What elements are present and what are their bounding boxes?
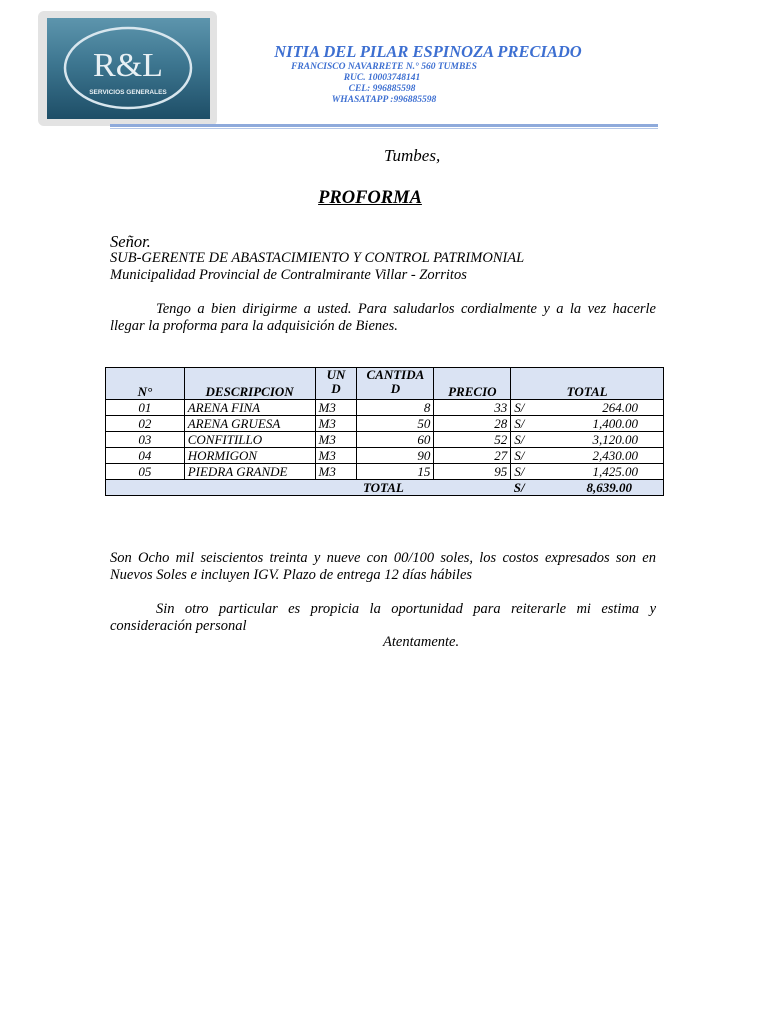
- table-total-row: [106, 480, 664, 496]
- total-label: TOTAL: [106, 480, 434, 496]
- closing-paragraph: Sin otro particular es propicia la oportunidad para reiterarle mi estima y consideración personal: [110, 601, 656, 634]
- row-price: 33: [434, 400, 511, 416]
- row-total: S/ 1,400.00: [511, 416, 664, 432]
- city-line: Tumbes,: [384, 146, 441, 165]
- row-quantity: 50: [357, 416, 434, 432]
- company-logo: [47, 18, 210, 119]
- row-description: PIEDRA GRANDE: [184, 464, 315, 480]
- company-cel: CEL: 996885598: [348, 84, 416, 94]
- row-unit: M3: [315, 416, 357, 432]
- row-price: 52: [434, 432, 511, 448]
- header-price: PRECIO: [434, 368, 511, 400]
- table-row: [106, 432, 664, 448]
- row-price: 27: [434, 448, 511, 464]
- row-total: S/ 264.00: [511, 400, 664, 416]
- row-unit: M3: [315, 448, 357, 464]
- row-no: 05: [106, 464, 185, 480]
- company-address: FRANCISCO NAVARRETE N.° 560 TUMBES: [291, 62, 477, 72]
- table-row: [106, 416, 664, 432]
- amount-in-words: Son Ocho mil seiscientos treinta y nueve con 00/100 soles, los costos expresados son en Nuevos Soles e incluyen IGV. Plazo de entrega 12 días hábiles: [110, 550, 656, 583]
- row-no: 03: [106, 432, 185, 448]
- row-quantity: 90: [357, 448, 434, 464]
- row-no: 02: [106, 416, 185, 432]
- intro-paragraph: Tengo a bien dirigirme a usted. Para saludarlos cordialmente y a la vez hacerle llegar la proforma para la adquisición de Bienes.: [110, 301, 656, 334]
- row-description: HORMIGON: [184, 448, 315, 464]
- recipient-organization: Municipalidad Provincial de Contralmirante Villar - Zorritos: [110, 267, 467, 283]
- header-divider: [110, 124, 658, 127]
- header-divider-thin: [110, 128, 658, 129]
- row-quantity: 15: [357, 464, 434, 480]
- document-title: PROFORMA: [318, 188, 422, 208]
- company-ruc: RUC. 10003748141: [343, 73, 421, 83]
- table-row: [106, 464, 664, 480]
- table-row: [106, 448, 664, 464]
- row-unit: M3: [315, 400, 357, 416]
- row-description: CONFITILLO: [184, 432, 315, 448]
- logo-letters: R&L: [93, 47, 163, 84]
- salutation: Señor.: [110, 232, 151, 251]
- table-row: [106, 400, 664, 416]
- table-header-row: [106, 368, 664, 400]
- logo-frame: [38, 11, 217, 126]
- signoff: Atentamente.: [383, 634, 460, 650]
- company-name: NITIA DEL PILAR ESPINOZA PRECIADO: [274, 42, 582, 61]
- row-total: S/ 1,425.00: [511, 464, 664, 480]
- header-unit: UN D: [315, 368, 357, 400]
- row-description: ARENA GRUESA: [184, 416, 315, 432]
- row-unit: M3: [315, 464, 357, 480]
- row-price: 95: [434, 464, 511, 480]
- row-description: ARENA FINA: [184, 400, 315, 416]
- header-total: TOTAL: [511, 368, 664, 400]
- row-total: S/ 2,430.00: [511, 448, 664, 464]
- row-unit: M3: [315, 432, 357, 448]
- header-quantity: CANTIDA D: [357, 368, 434, 400]
- items-table: [105, 367, 664, 496]
- recipient-role: SUB-GERENTE DE ABASTACIMIENTO Y CONTROL PATRIMONIAL: [110, 250, 525, 266]
- logo-subtitle: SERVICIOS GENERALES: [89, 89, 167, 96]
- company-whatsapp: WHASATAPP :996885598: [331, 95, 437, 105]
- row-no: 04: [106, 448, 185, 464]
- header-description: DESCRIPCION: [184, 368, 315, 400]
- row-quantity: 8: [357, 400, 434, 416]
- row-total: S/ 3,120.00: [511, 432, 664, 448]
- header-no: N°: [106, 368, 185, 400]
- row-quantity: 60: [357, 432, 434, 448]
- row-no: 01: [106, 400, 185, 416]
- row-price: 28: [434, 416, 511, 432]
- total-value: S/ 8,639.00: [511, 480, 664, 496]
